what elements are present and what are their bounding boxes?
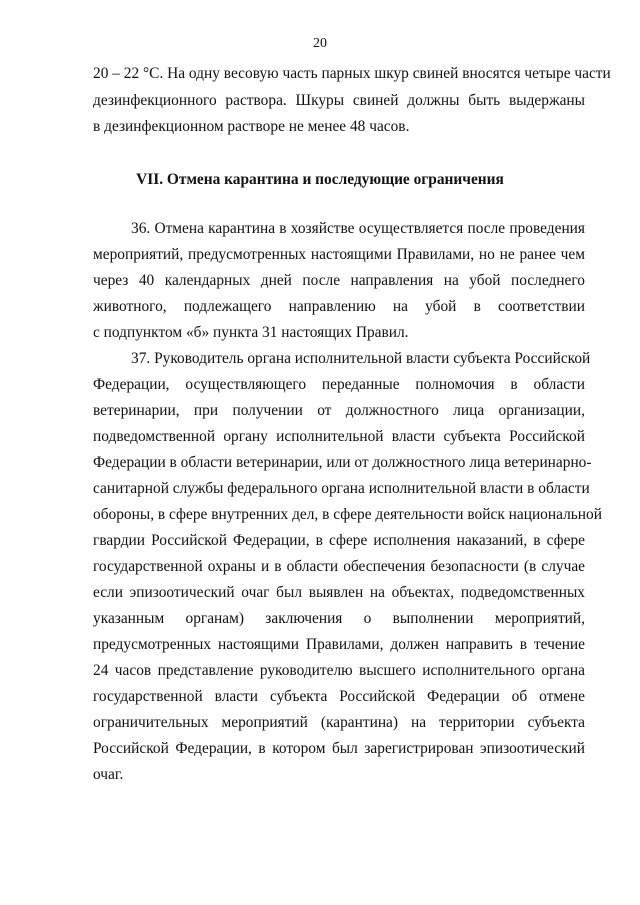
paragraph-37-line-10: если эпизоотический очаг был выявлен на объектах, подведомственных: [93, 584, 585, 601]
paragraph-37-line-14: государственной власти субъекта Российской Федерации об отмене: [93, 688, 585, 705]
intro-line-2: дезинфекционного раствора. Шкуры свиней должны быть выдержаны: [93, 92, 585, 109]
paragraph-37-line-17: очаг.: [93, 766, 124, 783]
paragraph-37-line-13: 24 часов представление руководителю высшего исполнительного органа: [93, 662, 585, 679]
paragraph-36-line-4: животного, подлежащего направлению на убой в соответствии: [93, 298, 585, 315]
paragraph-37-line-5: Федерации в области ветеринарии, или от должностного лица ветеринарно-: [93, 454, 592, 471]
paragraph-37-line-8: гвардии Российской Федерации, в сфере исполнения наказаний, в сфере: [93, 532, 585, 549]
paragraph-37-line-15: ограничительных мероприятий (карантина) на территории субъекта: [93, 714, 585, 731]
page-number: 20: [313, 36, 327, 51]
paragraph-36-line-3: через 40 календарных дней после направления на убой последнего: [93, 272, 585, 289]
intro-line-1: 20 – 22 °С. На одну весовую часть парных шкур свиней вносятся четыре части: [93, 65, 611, 82]
paragraph-37-line-3: ветеринарии, при получении от должностного лица организации,: [93, 402, 585, 419]
paragraph-37-line-1: 37. Руководитель органа исполнительной власти субъекта Российской: [131, 350, 591, 367]
paragraph-37-line-7: обороны, в сфере внутренних дел, в сфере деятельности войск национальной: [93, 506, 602, 523]
paragraph-37-line-9: государственной охраны и в области обеспечения безопасности (в случае: [93, 558, 585, 575]
paragraph-37-line-6: санитарной службы федерального органа исполнительной власти в области: [93, 480, 590, 497]
paragraph-37-line-4: подведомственной органу исполнительной власти субъекта Российской: [93, 428, 585, 445]
paragraph-36-line-5: с подпунктом «б» пункта 31 настоящих Правил.: [93, 324, 409, 341]
intro-line-3: в дезинфекционном растворе не менее 48 часов.: [93, 118, 410, 135]
section-heading: VII. Отмена карантина и последующие ограничения: [136, 171, 504, 188]
paragraph-37-line-11: указанным органам) заключения о выполнении мероприятий,: [93, 610, 585, 627]
paragraph-36-line-1: 36. Отмена карантина в хозяйстве осуществляется после проведения: [131, 220, 585, 237]
paragraph-36-line-2: мероприятий, предусмотренных настоящими Правилами, но не ранее чем: [93, 246, 585, 263]
paragraph-37-line-2: Федерации, осуществляющего переданные полномочия в области: [93, 376, 585, 393]
paragraph-37-line-12: предусмотренных настоящими Правилами, должен направить в течение: [93, 636, 585, 653]
paragraph-37-line-16: Российской Федерации, в котором был зарегистрирован эпизоотический: [93, 740, 585, 757]
